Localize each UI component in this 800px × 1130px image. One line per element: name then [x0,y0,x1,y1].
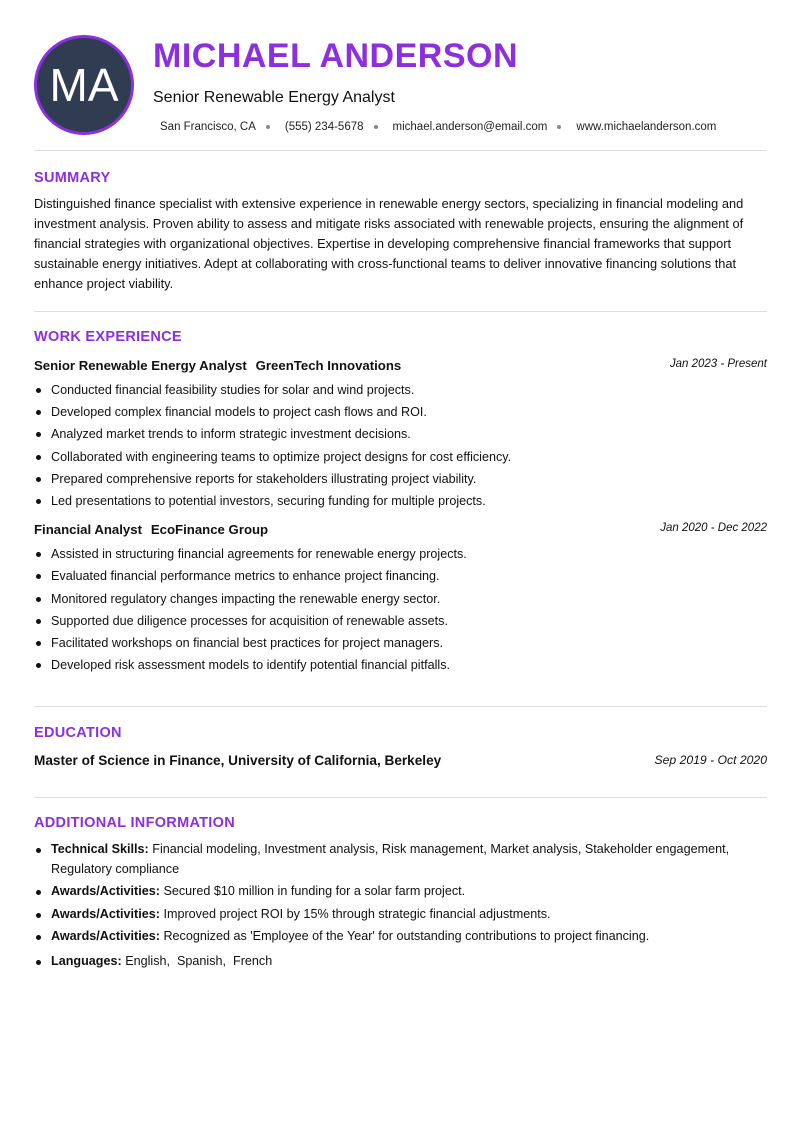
work-experience-heading: WORK EXPERIENCE [34,329,182,345]
education-entry [34,752,767,772]
candidate-name: MICHAEL ANDERSON [153,37,519,75]
list-item [34,905,767,925]
list-item: Led presentations to potential investors, securing funding for multiple projects. [34,490,767,512]
job-header [34,521,767,541]
section-divider [34,706,767,707]
education-dates: Sep 2019 - Oct 2020 [654,753,767,767]
job-bullets [34,379,767,512]
list-item: Evaluated financial performance metrics to enhance project financing. [34,565,767,587]
education-degree: Master of Science in Finance, University of California, Berkeley [34,753,442,768]
additional-info-list [34,840,767,971]
separator-dot-icon [266,125,270,129]
candidate-role: Senior Renewable Energy Analyst [153,89,395,106]
list-item: Developed complex financial models to project cash flows and ROI. [34,401,767,423]
job-bullets [34,543,767,676]
job-entry [34,521,767,676]
education-section [34,725,767,772]
list-item [34,840,767,879]
info-label: Awards/Activities: [51,929,160,943]
job-dates: Jan 2023 - Present [669,358,767,370]
summary-heading: SUMMARY [34,170,111,186]
info-label: Technical Skills: [51,842,149,856]
list-item: Facilitated workshops on financial best practices for project managers. [34,632,767,654]
list-item: Conducted financial feasibility studies for solar and wind projects. [34,379,767,401]
avatar [34,35,134,135]
contact-phone: (555) 234-5678 [284,121,364,133]
section-divider [34,797,767,798]
info-text: Secured $10 million in funding for a solar farm project. [163,884,466,898]
additional-info-section [34,815,767,974]
info-label: Languages: [51,953,122,968]
additional-info-heading: ADDITIONAL INFORMATION [34,815,235,831]
list-item [34,952,767,972]
list-item [34,882,767,902]
list-item: Assisted in structuring financial agreements for renewable energy projects. [34,543,767,565]
list-item: Supported due diligence processes for acquisition of renewable assets. [34,610,767,632]
separator-dot-icon [374,125,378,129]
contact-location: San Francisco, CA [160,121,256,133]
info-text: Financial modeling, Investment analysis, Risk management, Market analysis, Stakeholder engagement, Regulatory compliance [51,842,730,876]
list-item [34,927,767,947]
list-item: Monitored regulatory changes impacting the renewable energy sector. [34,588,767,610]
info-text: Recognized as 'Employee of the Year' for outstanding contributions to project financing. [163,929,650,943]
resume-page [34,0,767,968]
list-item: Prepared comprehensive reports for stakeholders illustrating project viability. [34,468,767,490]
contact-email[interactable]: michael.anderson@email.com [392,121,548,133]
info-text: English, Spanish, French [125,953,273,968]
list-item: Collaborated with engineering teams to optimize project designs for cost efficiency. [34,446,767,468]
job-entry [34,357,767,512]
job-position: Financial Analyst [34,522,142,538]
job-position: Senior Renewable Energy Analyst [34,358,247,373]
contact-website[interactable]: www.michaelanderson.com [576,121,717,133]
avatar-initials: MA [49,59,119,111]
education-heading: EDUCATION [34,725,122,741]
job-company: GreenTech Innovations [255,358,402,373]
info-text: Improved project ROI by 15% through strategic financial adjustments. [163,906,551,921]
separator-dot-icon [557,125,561,129]
list-item: Analyzed market trends to inform strategic investment decisions. [34,423,767,445]
summary-section [34,170,767,294]
job-header [34,357,767,377]
info-label: Awards/Activities: [51,906,160,921]
job-company: EcoFinance Group [150,522,269,538]
work-experience-section [34,329,767,676]
job-dates: Jan 2020 - Dec 2022 [660,522,767,535]
section-divider [34,311,767,312]
list-item: Developed risk assessment models to identify potential financial pitfalls. [34,654,767,676]
summary-text: Distinguished finance specialist with extensive experience in renewable energy sectors, specializing in financial modeling and investment analysis. Proven ability to assess and mitigate risks associated with renewable projects, ensuring the alignment of financial strategies with organizational objectives. Expertise in developing comprehensive financial frameworks that support sustainable energy initiatives. Adept at collaborating with cross-functional teams to deliver innovative financing solutions that enhance project viability. [34,196,744,291]
info-label: Awards/Activities: [51,884,160,898]
contact-line [160,121,716,133]
resume-header [34,0,767,151]
